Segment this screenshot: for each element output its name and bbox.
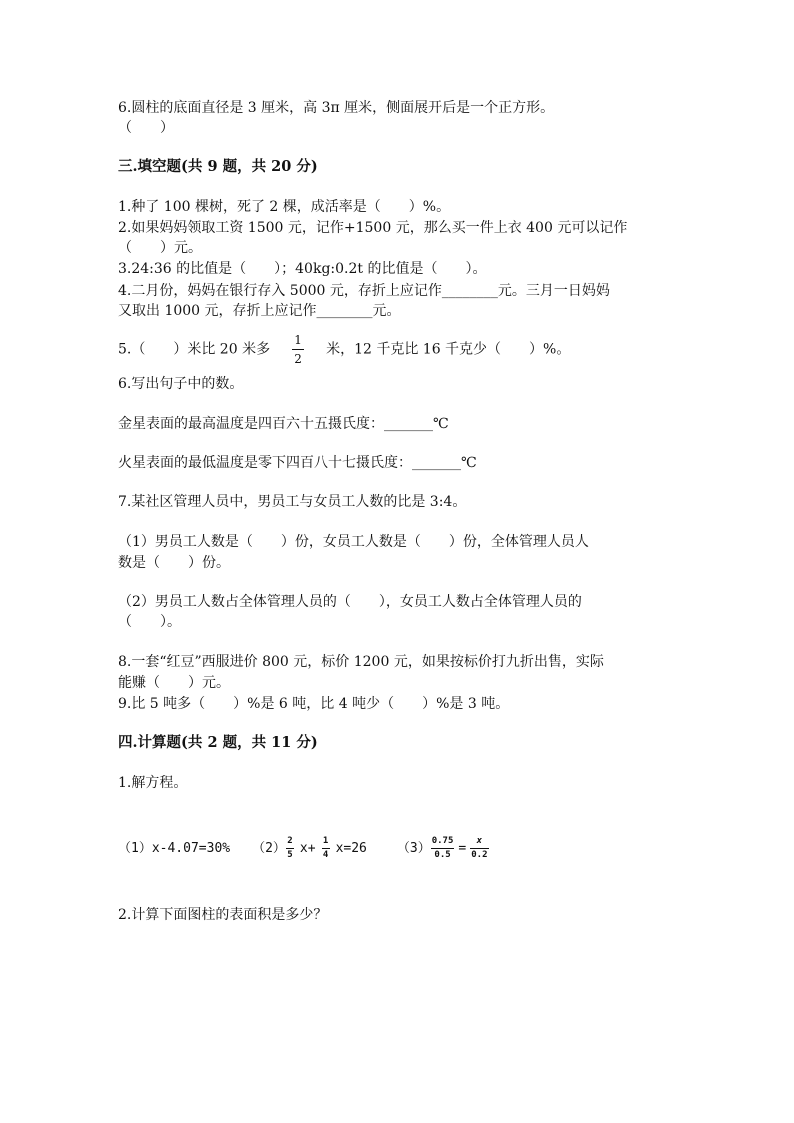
fraction-denominator: 2 bbox=[294, 352, 302, 366]
fill-question-4-line-1: 4.二月份，妈妈在银行存入 5000 元，存折上应记作________元。三月一日妈妈 bbox=[118, 283, 610, 299]
fraction-denominator: 4 bbox=[322, 850, 329, 860]
fill-question-6-venus: 金星表面的最高温度是四百六十五摄氏度：_______℃ bbox=[118, 416, 449, 432]
fill-question-6: 6.写出句子中的数。 bbox=[118, 376, 244, 392]
fill-question-8-line-2: 能赚（ ）元。 bbox=[118, 675, 230, 691]
equation-3-label: （3） bbox=[396, 841, 431, 856]
fraction-denominator: 0.5 bbox=[434, 850, 451, 860]
calc-question-2: 2.计算下面图柱的表面积是多少？ bbox=[118, 907, 328, 923]
equation-2-end: x=26 bbox=[335, 841, 367, 856]
fraction-numerator: 1 bbox=[322, 836, 329, 846]
equation-3-equals: = bbox=[458, 841, 467, 856]
variable-x: x bbox=[476, 836, 483, 846]
fill-question-9: 9.比 5 吨多（ ）%是 6 吨，比 4 吨少（ ）%是 3 吨。 bbox=[118, 696, 510, 712]
fill-question-7-1-line-1: （1）男员工人数是（ ）份，女员工人数是（ ）份，全体管理人员人 bbox=[118, 534, 589, 550]
fill-question-7: 7.某社区管理人员中，男员工与女员工人数的比是 3:4。 bbox=[118, 494, 467, 510]
fraction-numerator bbox=[476, 837, 483, 846]
equation-2-fraction-1 bbox=[286, 837, 294, 860]
fraction-denominator: 0.2 bbox=[471, 850, 488, 860]
fraction-denominator: 5 bbox=[287, 850, 293, 860]
equation-2-label: （2） bbox=[252, 841, 286, 856]
equation-3-right-fraction bbox=[470, 837, 488, 860]
equation-2-fraction-2 bbox=[322, 837, 330, 860]
fraction-one-half bbox=[292, 334, 304, 365]
fraction-numerator: 0.75 bbox=[431, 836, 454, 846]
fill-question-2-line-2: （ ）元。 bbox=[118, 240, 202, 256]
fill-question-7-2-line-2: （ ）。 bbox=[118, 614, 181, 630]
q6-answer-blank: （ ） bbox=[118, 120, 174, 136]
fill-question-5-part-2: 米，12 千克比 16 千克少（ ）%。 bbox=[326, 341, 571, 358]
fill-question-7-2-line-1: （2）男员工人数占全体管理人员的（ ），女员工人数占全体管理人员的 bbox=[118, 594, 582, 610]
equation-2-middle: x+ bbox=[299, 841, 316, 856]
equation-1: （1）x-4.07=30% bbox=[118, 841, 231, 856]
calc-question-1: 1.解方程。 bbox=[118, 775, 188, 791]
section-3-title: 三.填空题(共 9 题，共 20 分) bbox=[118, 158, 318, 175]
fraction-numerator: 1 bbox=[294, 333, 302, 347]
fill-question-8-line-1: 8.一套“红豆”西服进价 800 元，标价 1200 元，如果按标价打九折出售，实际 bbox=[118, 654, 604, 670]
fill-question-3: 3.24:36 的比值是（ ）；40kg:0.2t 的比值是（ ）。 bbox=[118, 261, 487, 277]
q6-line-1: 6.圆柱的底面直径是 3 厘米，高 3π 厘米，侧面展开后是一个正方形。 bbox=[118, 100, 555, 116]
fill-question-5-part-1: 5.（ ）米比 20 米多 bbox=[118, 341, 271, 358]
equation-3-left-fraction bbox=[431, 837, 455, 860]
fill-question-4-line-2: 又取出 1000 元，存折上应记作________元。 bbox=[118, 303, 401, 319]
fraction-numerator: 2 bbox=[287, 836, 293, 846]
fill-question-2-line-1: 2.如果妈妈领取工资 1500 元，记作+1500 元，那么买一件上衣 400 元可以记作 bbox=[118, 220, 628, 236]
fill-question-1: 1.种了 100 棵树，死了 2 棵，成活率是（ ）%。 bbox=[118, 199, 451, 215]
equation-row bbox=[118, 836, 489, 862]
fill-question-6-mars: 火星表面的最低温度是零下四百八十七摄氏度：_______℃ bbox=[118, 455, 477, 471]
section-4-title: 四.计算题(共 2 题，共 11 分) bbox=[118, 734, 318, 751]
fill-question-7-1-line-2: 数是（ ）份。 bbox=[118, 555, 230, 571]
fill-question-5 bbox=[118, 334, 570, 365]
